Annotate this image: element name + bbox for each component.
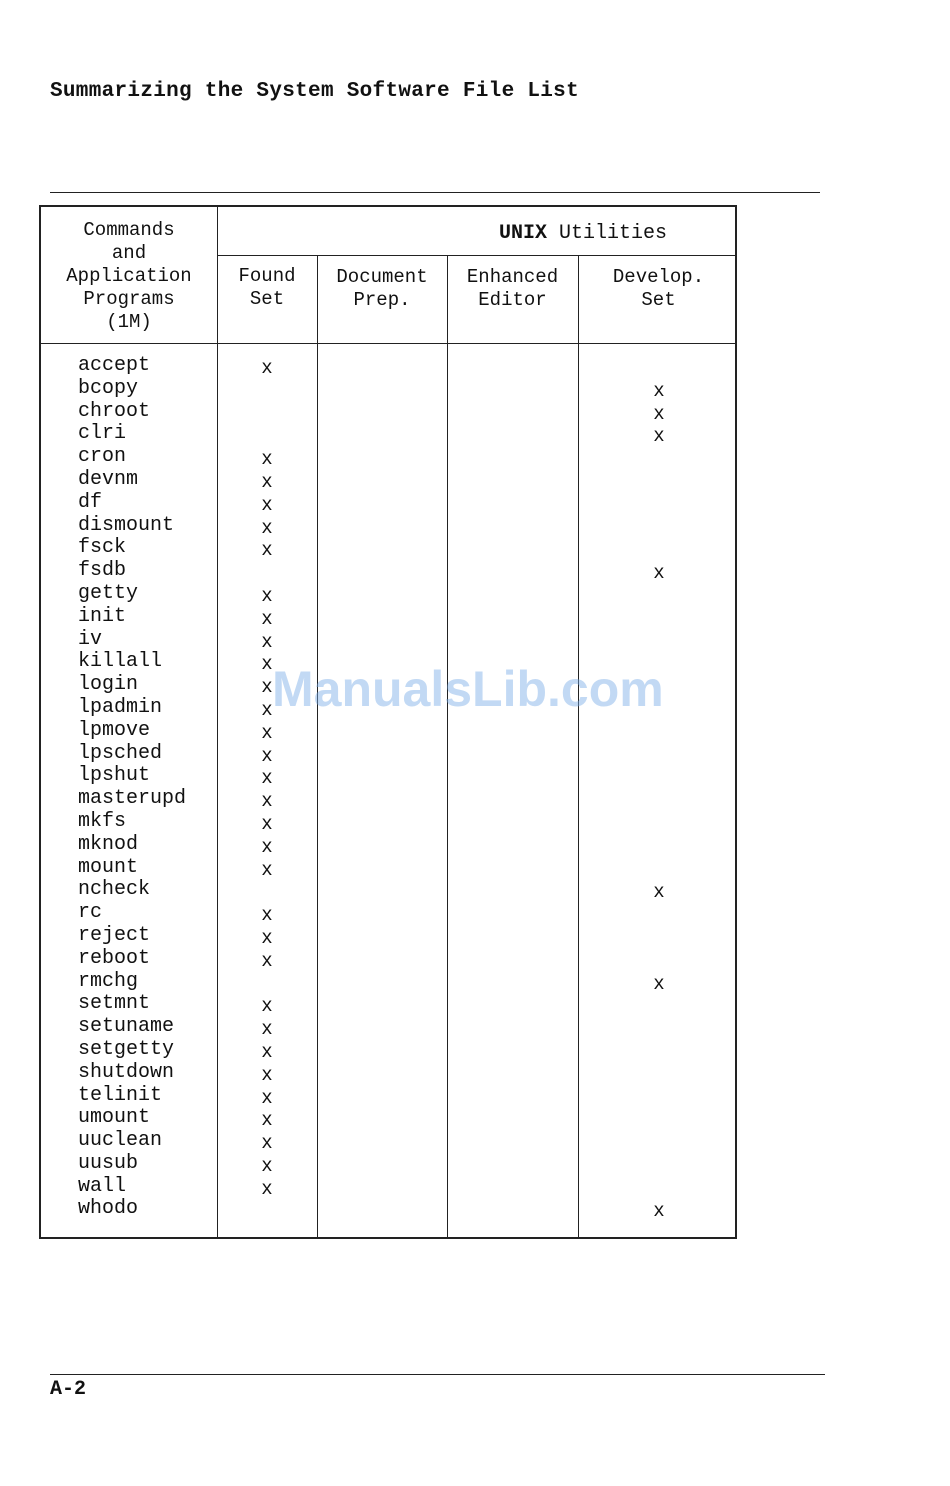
command-name: setgetty	[78, 1037, 175, 1061]
found-mark: x	[261, 584, 273, 607]
table-row	[41, 765, 735, 788]
command-name: mount	[78, 855, 139, 879]
found-mark: x	[261, 676, 273, 699]
table-row	[41, 1176, 735, 1199]
command-name: lpshut	[78, 764, 151, 788]
command-name: shutdown	[78, 1060, 175, 1084]
found-mark: x	[261, 357, 273, 379]
table-row	[41, 515, 735, 538]
table-row	[41, 925, 735, 948]
dev-mark: x	[653, 1200, 665, 1223]
bottom-rule	[50, 1374, 825, 1375]
command-name: lpmove	[78, 718, 151, 742]
command-name: reject	[78, 923, 151, 947]
found-mark: x	[261, 516, 273, 539]
table-row	[41, 1039, 735, 1062]
header-line: Document	[336, 266, 428, 288]
command-name: wall	[78, 1174, 127, 1198]
command-name: login	[78, 673, 139, 697]
develop-set-header	[578, 266, 739, 312]
command-name: clri	[78, 422, 127, 446]
found-mark: x	[261, 1132, 273, 1155]
table-row	[41, 583, 735, 606]
found-mark: x	[261, 630, 273, 653]
header-line: Found	[238, 265, 296, 287]
command-name: df	[78, 490, 103, 514]
table-row	[41, 879, 735, 902]
document-prep-header	[317, 266, 447, 312]
found-mark: x	[261, 926, 273, 949]
found-mark: x	[261, 493, 273, 516]
command-name: reboot	[78, 946, 151, 970]
table-row	[41, 857, 735, 880]
found-mark: x	[261, 539, 273, 562]
command-name: uusub	[78, 1151, 139, 1175]
found-mark: x	[261, 995, 273, 1018]
table-row	[41, 674, 735, 697]
header-line: Set	[249, 288, 285, 310]
table-row	[41, 401, 735, 424]
commands-header-line: (1M)	[106, 311, 152, 333]
found-mark: x	[261, 904, 273, 927]
found-mark: x	[261, 767, 273, 790]
dev-mark: x	[653, 562, 665, 585]
table-row	[41, 902, 735, 925]
dev-mark: x	[653, 881, 665, 904]
found-mark: x	[261, 1086, 273, 1109]
command-name: lpsched	[78, 741, 163, 765]
utilities-label: Utilities	[547, 222, 668, 245]
table-body	[41, 355, 735, 1221]
command-name: setuname	[78, 1015, 175, 1039]
found-mark: x	[261, 744, 273, 767]
command-name: umount	[78, 1106, 151, 1130]
found-mark: x	[261, 812, 273, 835]
found-mark: x	[261, 448, 273, 471]
table-row	[41, 1062, 735, 1085]
command-name: fsdb	[78, 559, 127, 583]
command-name: devnm	[78, 467, 139, 491]
command-name: fsck	[78, 536, 127, 560]
table-row	[41, 1085, 735, 1108]
found-mark: x	[261, 1040, 273, 1063]
command-name: mkfs	[78, 809, 127, 833]
table-row	[41, 697, 735, 720]
commands-column-header	[41, 219, 217, 334]
top-rule	[50, 192, 820, 193]
command-name: ncheck	[78, 878, 151, 902]
found-set-header	[217, 265, 317, 311]
table-row	[41, 1107, 735, 1130]
header-line: Prep.	[353, 289, 411, 311]
table-row	[41, 492, 735, 515]
found-mark: x	[261, 607, 273, 630]
command-name: whodo	[78, 1197, 139, 1221]
command-name: init	[78, 604, 127, 628]
command-name: setmnt	[78, 992, 151, 1016]
command-name: getty	[78, 581, 139, 605]
found-mark: x	[261, 698, 273, 721]
table-row	[41, 1130, 735, 1153]
command-name: rc	[78, 901, 103, 925]
table-row	[41, 537, 735, 560]
table-row	[41, 560, 735, 583]
command-name: uuclean	[78, 1129, 163, 1153]
command-name: rmchg	[78, 969, 139, 993]
table-row	[41, 1153, 735, 1176]
table-row	[41, 811, 735, 834]
table-row	[41, 629, 735, 652]
table-row	[41, 720, 735, 743]
commands-header-line: and	[111, 242, 147, 264]
unix-utilities-header	[499, 222, 667, 245]
enhanced-editor-header	[447, 266, 578, 312]
found-mark: x	[261, 949, 273, 972]
table-row	[41, 743, 735, 766]
found-mark: x	[261, 653, 273, 676]
unix-label: UNIX	[499, 222, 548, 245]
file-list-table	[39, 205, 737, 1239]
found-mark: x	[261, 1109, 273, 1132]
table-row	[41, 423, 735, 446]
table-row	[41, 948, 735, 971]
table-row	[41, 355, 735, 378]
header-divider	[41, 343, 735, 344]
header-line: Develop.	[612, 266, 705, 288]
command-name: bcopy	[78, 376, 139, 400]
found-mark: x	[261, 721, 273, 744]
commands-header-line: Commands	[83, 219, 175, 241]
found-mark: x	[261, 790, 273, 813]
table-row	[41, 971, 735, 994]
header-line: Enhanced	[466, 266, 559, 288]
dev-mark: x	[653, 379, 665, 402]
group-header-divider	[217, 255, 735, 256]
found-mark: x	[261, 1063, 273, 1086]
table-row	[41, 651, 735, 674]
command-name: dismount	[78, 513, 175, 537]
table-row	[41, 1016, 735, 1039]
found-mark: x	[261, 1177, 273, 1200]
table-row	[41, 606, 735, 629]
table-row	[41, 469, 735, 492]
command-name: killall	[78, 650, 163, 674]
found-mark: x	[261, 470, 273, 493]
found-mark: x	[261, 1018, 273, 1041]
command-name: mknod	[78, 832, 139, 856]
found-mark: x	[261, 858, 273, 881]
command-name: telinit	[78, 1083, 163, 1107]
header-line: Editor	[478, 289, 547, 311]
header-line: Set	[641, 289, 676, 311]
page-title: Summarizing the System Software File List	[50, 80, 579, 103]
command-name: masterupd	[78, 787, 187, 811]
page-number: A-2	[50, 1378, 87, 1401]
command-name: cron	[78, 445, 127, 469]
command-name: iv	[78, 627, 103, 651]
dev-mark: x	[653, 402, 665, 425]
table-row	[41, 834, 735, 857]
table-row	[41, 378, 735, 401]
command-name: lpadmin	[78, 695, 163, 719]
found-mark: x	[261, 835, 273, 858]
command-name: accept	[78, 354, 151, 377]
commands-header-line: Programs	[83, 288, 175, 310]
watermark: ManualsLib.com	[272, 661, 664, 717]
table-row	[41, 446, 735, 469]
table-row	[41, 993, 735, 1016]
table-row	[41, 788, 735, 811]
command-name: chroot	[78, 399, 151, 423]
dev-mark: x	[653, 972, 665, 995]
found-mark: x	[261, 1154, 273, 1177]
table-row	[41, 1198, 735, 1221]
commands-header-line: Application	[66, 265, 192, 287]
dev-mark: x	[653, 425, 665, 448]
